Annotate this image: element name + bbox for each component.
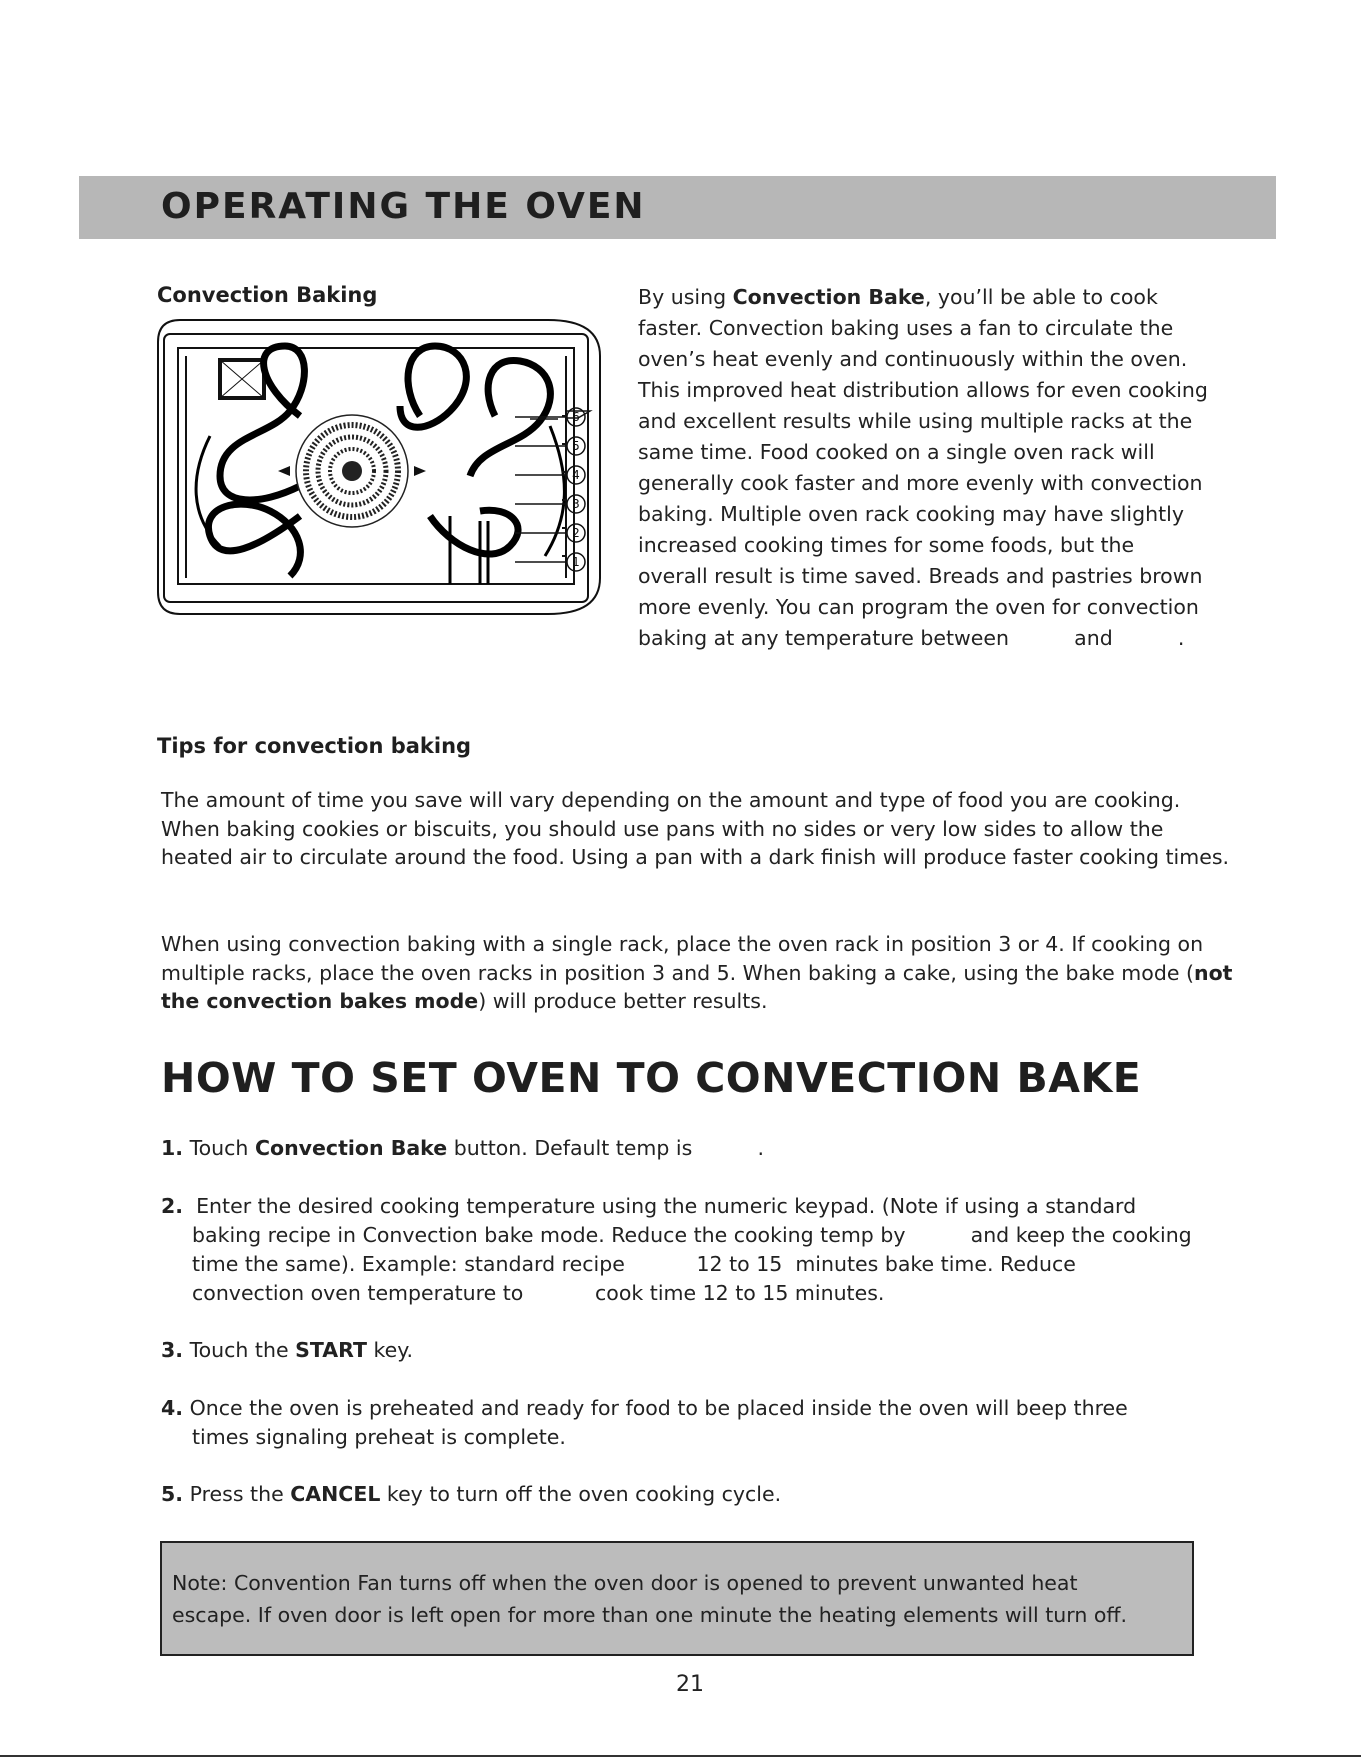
section-title: OPERATING THE OVEN	[161, 186, 646, 227]
step-5: 5. Press the CANCEL key to turn off the oven cooking cycle.	[161, 1482, 782, 1506]
step-2: 2. Enter the desired cooking temperature using the numeric keypad. (Note if using a standard baking recipe in Convection bake mode. Reduce the cooking temp by and keep the cooking time the same). Example: standard recipe 12 to 15 minutes bake time. Reduce convection oven temperature to cook time 12 to 15 minutes.	[161, 1194, 1192, 1305]
convection-intro: By using Convection Bake, you’ll be able to cook faster. Convection baking uses a fan to circulate the oven’s heat evenly and continuously within the oven. This improved heat distribution allows for even cooking and excellent results while using multiple racks at the same time. Food cooked on a single oven rack will generally cook faster and more evenly with convection baking. Multiple oven rack cooking may have slightly increased cooking times for some foods, but the overall result is time saved. Breads and pastries brown more evenly. You can program the oven for convection baking at any temperature between and .	[638, 285, 1215, 650]
tips-heading: Tips for convection baking	[157, 734, 472, 758]
rack-label-1: 1	[572, 555, 580, 569]
rack-label-4: 4	[572, 468, 580, 482]
rack-label-2: 2	[572, 526, 580, 540]
howto-heading: HOW TO SET OVEN TO CONVECTION BAKE	[161, 1054, 1142, 1102]
page-number: 21	[676, 1672, 704, 1697]
tips-paragraph-2: When using convection baking with a single rack, place the oven rack in position 3 or 4. If cooking on multiple racks, place the oven racks in position 3 and 5. When baking a cake, using the bake mode (not the convection bakes mode) will produce better results.	[161, 932, 1233, 1013]
rack-label-3: 3	[572, 497, 580, 511]
fan-icon	[278, 415, 426, 527]
step-3: 3. Touch the START key.	[161, 1338, 413, 1362]
step-1: 1. Touch Convection Bake button. Default temp is .	[161, 1136, 764, 1160]
rack-label-5: 5	[572, 439, 580, 453]
rack-label-6: 6	[572, 410, 580, 424]
bottom-rule	[0, 1755, 1361, 1757]
note-text: Note: Convention Fan turns off when the oven door is opened to prevent unwanted heat escape. If oven door is left open for more than one minute the heating elements will turn off.	[172, 1571, 1128, 1627]
rack-position-callouts	[515, 405, 595, 575]
convection-bake-term: Convection Bake	[732, 285, 925, 309]
convection-heading: Convection Baking	[157, 283, 378, 307]
tips-paragraph-1: The amount of time you save will vary depending on the amount and type of food you are cooking. When baking cookies or biscuits, you should use pans with no sides or very low sides to allow the heated air to circulate around the food. Using a pan with a dark finish will produce faster cooking times.	[161, 788, 1230, 869]
step-4: 4. Once the oven is preheated and ready for food to be placed inside the oven will beep three times signaling preheat is complete.	[161, 1396, 1128, 1449]
